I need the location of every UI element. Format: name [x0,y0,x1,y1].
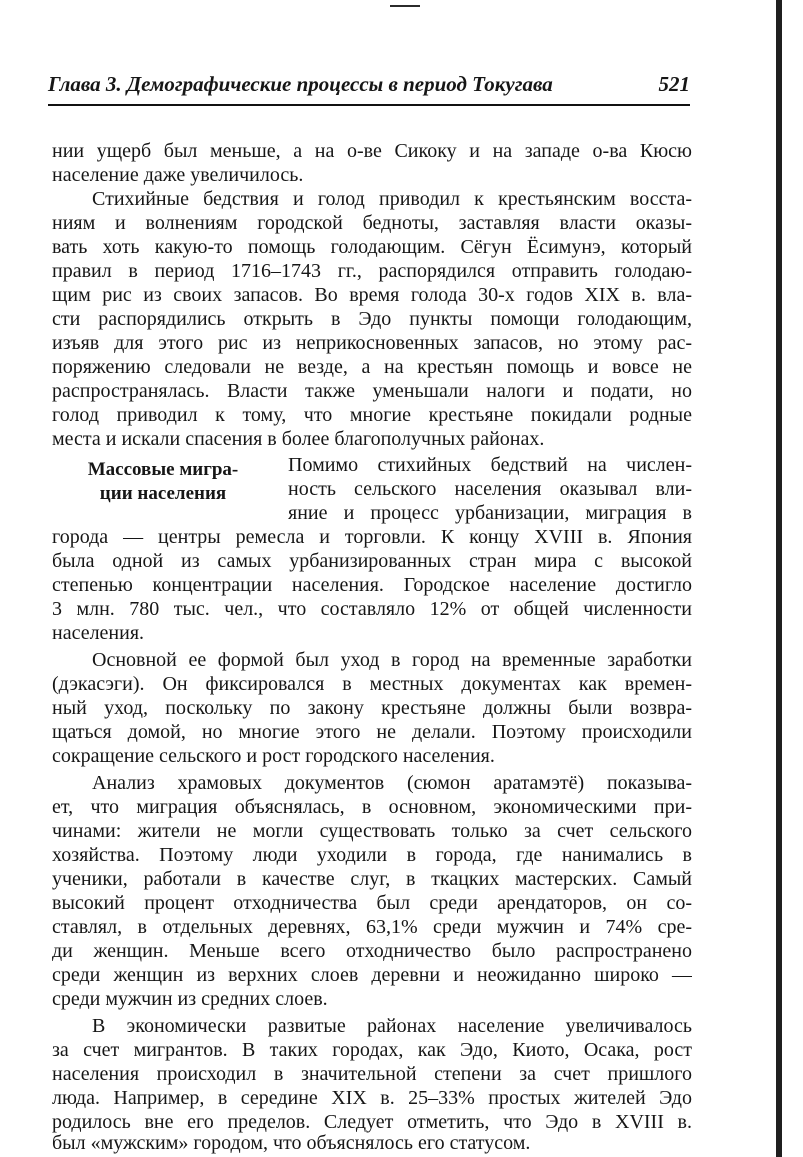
body-line: щаться домой, но многие этого не делали. Поэтому происходили [52,721,692,743]
body-line: места и искали спасения в более благополучных районах. [52,428,545,450]
body-line: ниям и волнениям городской бедноты, заставляя власти оказы- [52,212,692,234]
page-number: 521 [658,72,690,96]
body-line: города — центры ремесла и торговли. К концу XVIII в. Япония [52,526,692,548]
body-line: ди женщин. Меньше всего отходничество было распространено [52,940,692,962]
body-line: сти распорядились открыть в Эдо пункты помощи голодающим, [52,308,692,330]
body-line: ученики, работали в качестве слуг, в ткацких мастерских. Самый [52,868,692,890]
body-line: 3 млн. 780 тыс. чел., что составляло 12% от общей численности [52,598,692,620]
margin-heading-line: ции населения [99,483,227,504]
body-line: хозяйства. Поэтому люди уходили в города, где нанимались в [52,844,692,866]
body-line: родилось вне его пределов. Следует отметить, что Эдо в XVIII в. [52,1111,692,1133]
body-line: ность сельского населения оказывал вли- [288,478,692,500]
body-line: В экономически развитые районах население увеличивалось [92,1015,692,1037]
body-line: люда. Например, в середине XIX в. 25–33% простых жителей Эдо [52,1087,692,1109]
body-line: ставлял, в отдельных деревнях, 63,1% среди мужчин и 74% сре- [52,916,692,938]
margin-heading-line: Массовые мигра- [87,459,239,480]
body-line: среди мужчин из средних слоев. [52,988,328,1010]
body-line: голод приводил к тому, что многие крестьяне покидали родные [52,404,692,426]
body-line: правил в период 1716–1743 гг., распорядился отправить голодаю- [52,260,692,282]
body-line: распространялась. Власти также уменьшали налоги и подати, но [52,380,692,402]
body-line: изъяв для этого рис из неприкосновенных запасов, но этому рас- [52,332,692,354]
body-line: население даже увеличилось. [52,164,304,186]
body-line: Основной ее формой был уход в город на временные заработки [92,649,692,671]
body-line: яние и процесс урбанизации, миграция в [288,502,692,524]
body-line: (дэкасэги). Он фиксировался в местных документах как времен- [52,673,692,695]
margin-heading [58,458,268,506]
body-line: поряжению следовали не везде, а на крестьян помощь и вовсе не [52,356,692,378]
body-line: высокий процент отходничества был среди арендаторов, он со- [52,892,692,914]
body-line: ет, что миграция объяснялась, в основном, экономическими при- [52,796,692,818]
top-edge-mark [390,5,420,7]
body-line: населения происходил в значительной степени за счет пришлого [52,1063,692,1085]
body-line: за счет мигрантов. В таких городах, как Эдо, Киото, Осака, рост [52,1039,692,1061]
body-line: Помимо стихийных бедствий на числен- [288,454,692,476]
body-line: был «мужским» городом, что объяснялось его статусом. [52,1132,531,1154]
body-line: щим рис из своих запасов. Во время голода 30-х годов XIX в. вла- [52,284,692,306]
right-edge-rule [776,0,782,1157]
body-line: нии ущерб был меньше, а на о-ве Сикоку и на западе о-ва Кюсю [52,140,692,162]
body-line: среди женщин из верхних слоев деревни и неожиданно широко — [52,964,692,986]
body-line: сокращение сельского и рост городского населения. [52,745,495,767]
body-line: населения. [52,622,145,644]
chapter-title: Глава 3. Демографические процессы в период Токугава [48,72,553,96]
running-header [48,70,690,106]
body-line: вать хоть какую-то помощь голодающим. Сёгун Ёсимунэ, который [52,236,692,258]
body-line: была одной из самых урбанизированных стран мира с высокой [52,550,692,572]
body-line: ный уход, поскольку по закону крестьяне должны были возвра- [52,697,692,719]
body-line: Стихийные бедствия и голод приводил к крестьянским восста- [92,188,692,210]
body-line: Анализ храмовых документов (сюмон аратамэтё) показыва- [92,772,692,794]
body-line: степенью концентрации населения. Городское население достигло [52,574,692,596]
body-line: чинами: жители не могли существовать только за счет сельского [52,820,692,842]
